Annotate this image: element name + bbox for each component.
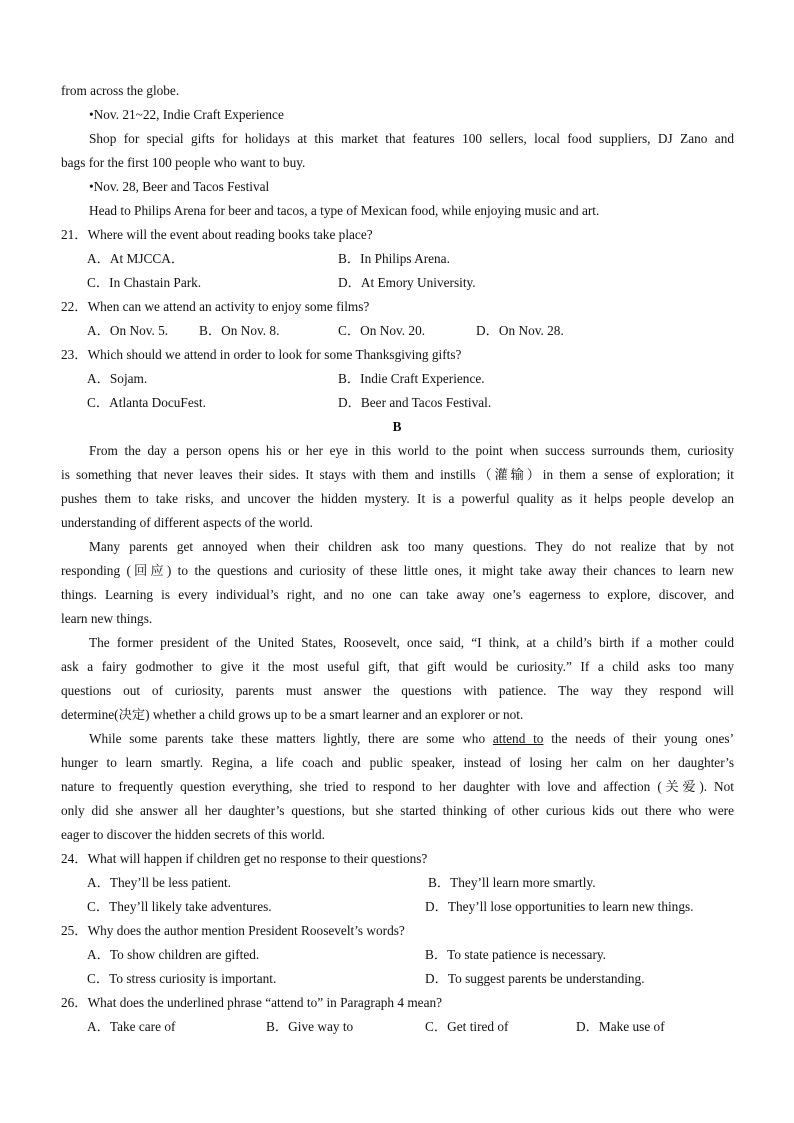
question-23-option-b[interactable]: B．Indie Craft Experience.	[338, 371, 485, 386]
paragraph-1-line: From the day a person opens his or her eye in this world to the point when success surrounds them, curiosity	[89, 443, 734, 458]
paragraph-4-line	[61, 727, 734, 751]
paragraph-3-line: The former president of the United States, Roosevelt, once said, “I think, at a child’s birth if a mother could	[89, 635, 734, 650]
question-23-option-a[interactable]: A．Sojam.	[87, 371, 148, 386]
paragraph-4-line: eager to discover the hidden secrets of this world.	[61, 827, 326, 842]
paragraph-2-line: things. Learning is every individual’s right, and no one can take away one’s eagerness to explore, discover, and	[61, 587, 734, 602]
paragraph-3-line: questions out of curiosity, parents must answer the questions with patience. The way they respond will	[61, 683, 734, 698]
question-22-option-d[interactable]: D．On Nov. 28.	[476, 323, 564, 338]
question-25-option-a[interactable]: A．To show children are gifted.	[87, 947, 260, 962]
question-24-stem: 24．What will happen if children get no response to their questions?	[61, 851, 428, 866]
question-26-stem: 26．What does the underlined phrase “attend to” in Paragraph 4 mean?	[61, 995, 443, 1010]
paragraph-4-line: nature to frequently question everything, she tried to respond to her daughter with love and affection (关爱). Not	[61, 779, 734, 794]
question-26-option-c[interactable]: C．Get tired of	[425, 1019, 509, 1034]
question-24-option-d[interactable]: D．They’ll lose opportunities to learn new things.	[425, 899, 694, 914]
event-craft-title: •Nov. 21~22, Indie Craft Experience	[89, 107, 284, 122]
underlined-phrase: attend to	[492, 731, 544, 746]
question-26-option-d[interactable]: D．Make use of	[576, 1019, 665, 1034]
paragraph-4-text: the needs of their young ones’	[543, 731, 735, 746]
paragraph-2-line: learn new things.	[61, 611, 153, 626]
question-24-option-b[interactable]: B．They’ll learn more smartly.	[428, 875, 596, 890]
question-21-option-a[interactable]: A．At MJCCA．	[87, 251, 185, 266]
paragraph-3-line: ask a fairy godmother to give it the most useful gift, that gift would be curiosity.” If a child asks too many	[61, 659, 734, 674]
paragraph-2-line: Many parents get annoyed when their children ask too many questions. They do not realize that by not	[89, 539, 734, 554]
question-21-option-b[interactable]: B．In Philips Arena.	[338, 251, 450, 266]
question-23-option-d[interactable]: D．Beer and Tacos Festival.	[338, 395, 492, 410]
question-25-option-d[interactable]: D．To suggest parents be understanding.	[425, 971, 645, 986]
question-22-stem: 22．When can we attend an activity to enjoy some films?	[61, 299, 370, 314]
paragraph-4-text: While some parents take these matters lightly, there are some who	[89, 731, 493, 746]
passage-a-line: from across the globe.	[61, 83, 180, 98]
question-21-option-d[interactable]: D．At Emory University.	[338, 275, 476, 290]
question-26-option-a[interactable]: A．Take care of	[87, 1019, 176, 1034]
question-21-option-c[interactable]: C．In Chastain Park.	[87, 275, 202, 290]
section-b-heading: B	[392, 419, 402, 434]
question-26-option-b[interactable]: B．Give way to	[266, 1019, 354, 1034]
paragraph-1-line: understanding of different aspects of the world.	[61, 515, 313, 530]
paragraph-1-line: is something that never leaves their sides. It stays with them and instills（灌输）in them a sense of exploration; it	[61, 467, 734, 482]
event-craft-desc: bags for the first 100 people who want to buy.	[61, 155, 306, 170]
paragraph-2-line: responding (回应) to the questions and curiosity of these little ones, it might take away their chances to learn new	[61, 563, 734, 578]
question-24-option-c[interactable]: C．They’ll likely take adventures.	[87, 899, 272, 914]
question-22-option-b[interactable]: B．On Nov. 8.	[199, 323, 280, 338]
event-craft-desc: Shop for special gifts for holidays at this market that features 100 sellers, local food suppliers, DJ Zano and	[89, 131, 734, 146]
question-23-option-c[interactable]: C．Atlanta DocuFest.	[87, 395, 206, 410]
question-22-option-c[interactable]: C．On Nov. 20.	[338, 323, 426, 338]
paragraph-4-line: hunger to learn smartly. Regina, a life coach and public speaker, instead of losing her calm on her daughter’s	[61, 755, 734, 770]
paragraph-3-line: determine(决定) whether a child grows up to be a smart learner and an explorer or not.	[61, 707, 524, 722]
question-22-option-a[interactable]: A．On Nov. 5.	[87, 323, 169, 338]
question-25-option-c[interactable]: C．To stress curiosity is important.	[87, 971, 277, 986]
event-beer-desc: Head to Philips Arena for beer and tacos, a type of Mexican food, while enjoying music and art.	[89, 203, 600, 218]
question-23-stem: 23．Which should we attend in order to look for some Thanksgiving gifts?	[61, 347, 462, 362]
question-25-option-b[interactable]: B．To state patience is necessary.	[425, 947, 606, 962]
question-24-option-a[interactable]: A．They’ll be less patient.	[87, 875, 232, 890]
paragraph-4-line: only did she answer all her daughter’s questions, but she started thinking of other curious kids out there who were	[61, 803, 734, 818]
question-25-stem: 25．Why does the author mention President Roosevelt’s words?	[61, 923, 405, 938]
event-beer-title: •Nov. 28, Beer and Tacos Festival	[89, 179, 270, 194]
question-21-stem: 21．Where will the event about reading books take place?	[61, 227, 373, 242]
paragraph-1-line: pushes them to take risks, and uncover the hidden mystery. It is a powerful quality as it helps people develop an	[61, 491, 734, 506]
